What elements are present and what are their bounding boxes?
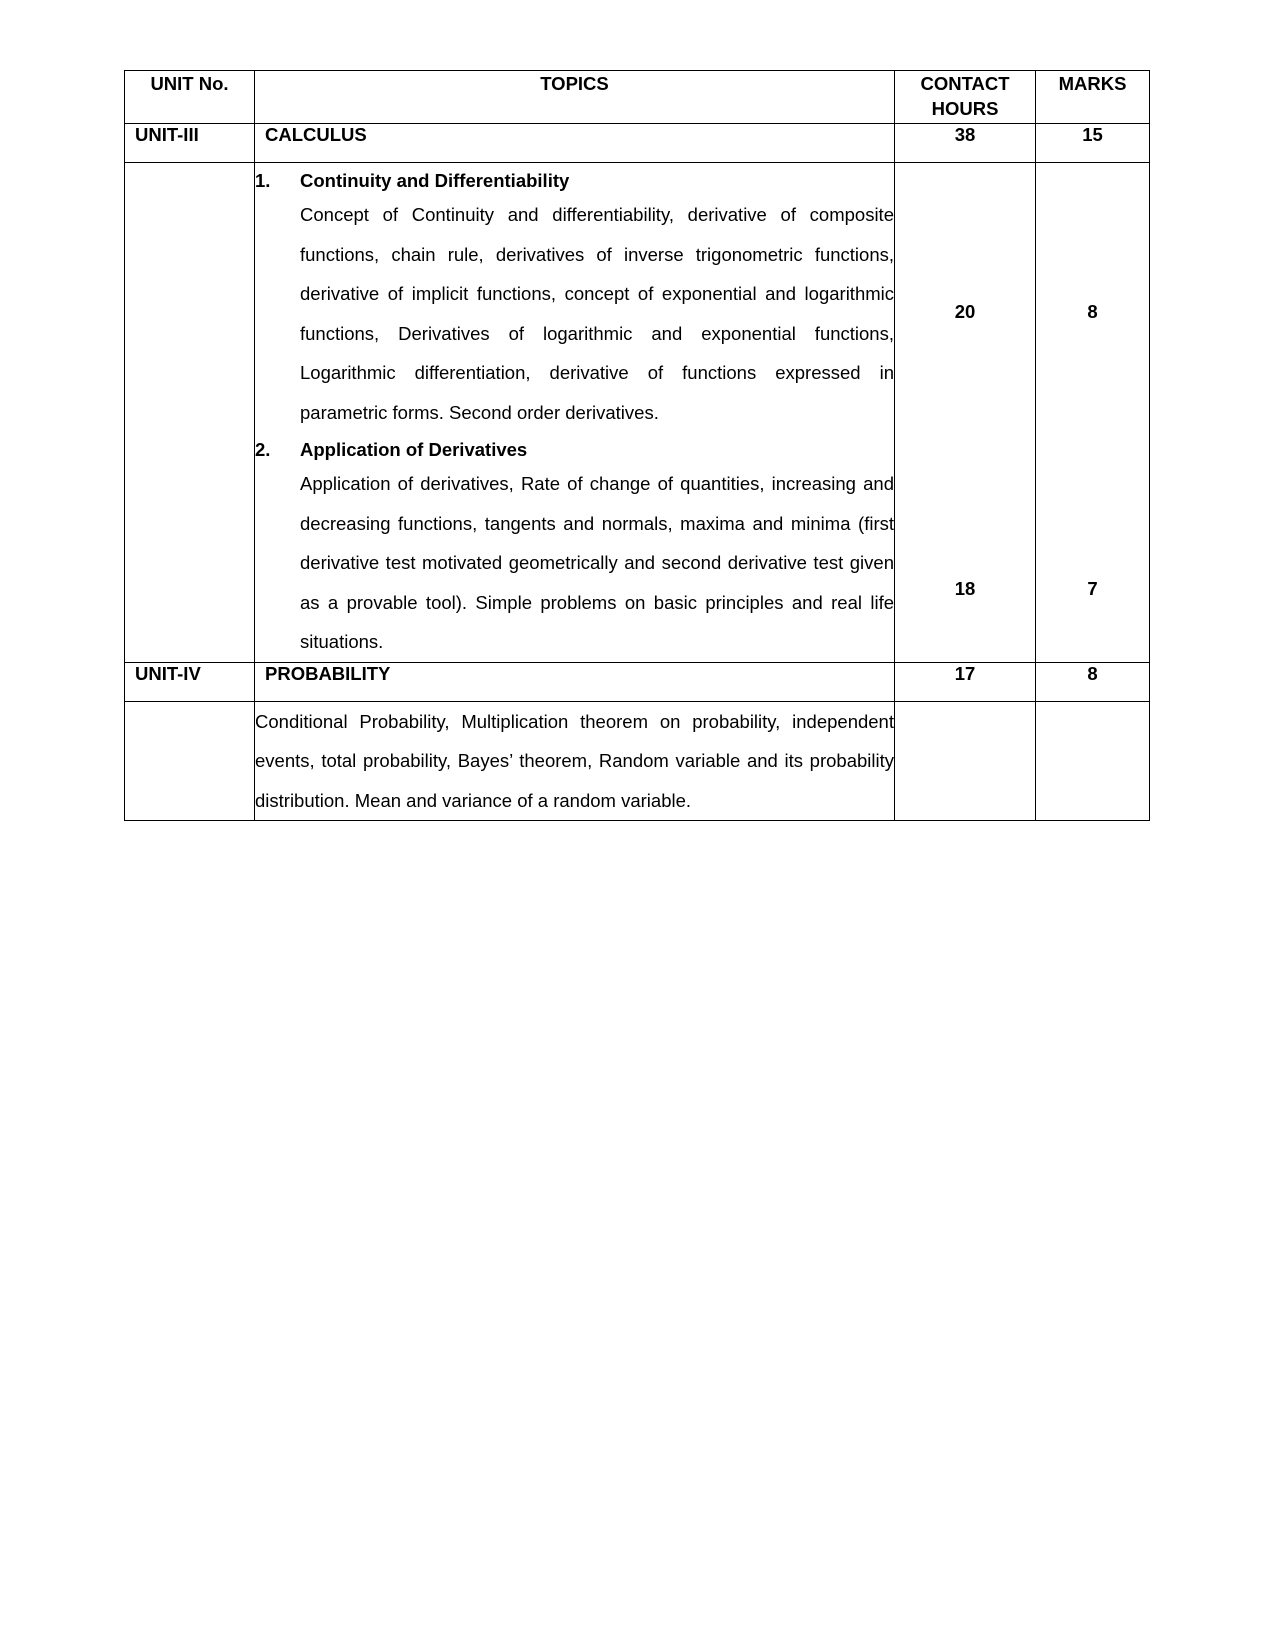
subtopic-marks: 8 (1087, 301, 1098, 322)
subtopic-heading (255, 167, 894, 195)
subtopic-title: Continuity and Differentiability (300, 170, 570, 191)
header-topics: TOPICS (255, 71, 895, 124)
unit-detail-row-probability (125, 701, 1150, 821)
topics-cell (255, 163, 895, 663)
unit-row-calculus (125, 124, 1150, 163)
header-contact-hours (895, 71, 1036, 124)
unit-number: UNIT-III (125, 124, 255, 163)
header-row (125, 71, 1150, 124)
empty-hours-cell (895, 701, 1036, 821)
header-contact-hours-line1: CONTACT (920, 73, 1010, 94)
empty-marks-cell (1036, 701, 1150, 821)
unit-title: CALCULUS (255, 124, 895, 163)
unit-marks: 15 (1036, 124, 1150, 163)
unit-title: PROBABILITY (255, 662, 895, 701)
subtopic-marks: 7 (1087, 578, 1098, 599)
subtopic-number: 2. (255, 439, 271, 460)
header-contact-hours-line2: HOURS (931, 98, 999, 119)
header-marks: MARKS (1036, 71, 1150, 124)
unit-number: UNIT-IV (125, 662, 255, 701)
subtopic-title: Application of Derivatives (300, 439, 528, 460)
topics-cell (255, 701, 895, 821)
subtopic-description: Concept of Continuity and differentiability, derivative of composite functions, chain rule, derivatives of inverse trigonometric functions, derivative of implicit functions, concept of exponential and logarithmic functions, Derivatives of logarithmic and exponential functions, Logarithmic differentiation, derivative of functions expressed in parametric forms. Second order derivatives. (300, 204, 894, 423)
subtopic-marks-cell (1036, 163, 1150, 663)
syllabus-table (124, 70, 1150, 821)
unit-contact-hours: 17 (895, 662, 1036, 701)
subtopic-contact-hours: 20 (954, 301, 976, 322)
unit-marks: 8 (1036, 662, 1150, 701)
subtopic-hours-cell (895, 163, 1036, 663)
header-unit-no: UNIT No. (125, 71, 255, 124)
unit-detail-row-calculus (125, 163, 1150, 663)
unit-contact-hours: 38 (895, 124, 1036, 163)
subtopic-description: Application of derivatives, Rate of change of quantities, increasing and decreasing functions, tangents and normals, maxima and minima (first derivative test motivated geometrically and second derivative test given as a provable tool). Simple problems on basic principles and real life situations. (300, 473, 894, 652)
unit-row-probability (125, 662, 1150, 701)
subtopic-number: 1. (255, 170, 271, 191)
subtopic-heading (255, 436, 894, 464)
unit-description: Conditional Probability, Multiplication theorem on probability, independent events, total probability, Bayes’ theorem, Random variable and its probability distribution. Mean and variance of a random variable. (255, 710, 894, 811)
empty-unit-cell (125, 163, 255, 663)
empty-unit-cell (125, 701, 255, 821)
subtopic-contact-hours: 18 (954, 578, 976, 599)
